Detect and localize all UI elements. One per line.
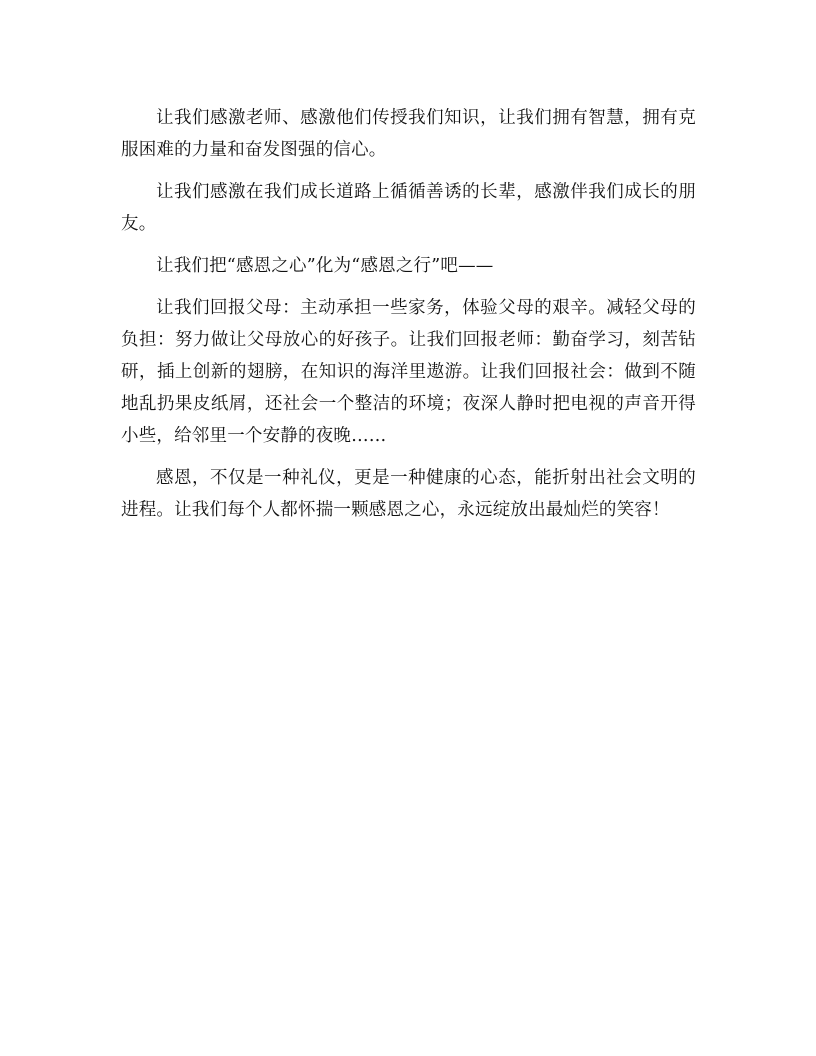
paragraph-thank-teachers: 让我们感激老师、感激他们传授我们知识，让我们拥有智慧，拥有克服困难的力量和奋发图强的信心。 [121,108,696,160]
paragraph-thank-elders-friends: 让我们感激在我们成长道路上循循善诱的长辈，感激伴我们成长的朋友。 [121,182,696,234]
paragraph-gratitude-into-action: 让我们把“感恩之心”化为“感恩之行”吧—— [156,256,494,276]
paragraph-gratitude-conclusion: 感恩，不仅是一种礼仪，更是一种健康的心态，能折射出社会文明的进程。让我们每个人都怀揣一颗感恩之心，永远绽放出最灿烂的笑容！ [121,468,696,520]
document-body [121,102,696,536]
paragraph-repay-parents-teachers-society: 让我们回报父母：主动承担一些家务，体验父母的艰辛。减轻父母的负担：努力做让父母放心的好孩子。让我们回报老师：勤奋学习，刻苦钻研，插上创新的翅膀，在知识的海洋里遨游。让我们回报社会：做到不随地乱扔果皮纸屑，还社会一个整洁的环境；夜深人静时把电视的声音开得小些，给邻里一个安静的夜晚…… [121,298,696,446]
